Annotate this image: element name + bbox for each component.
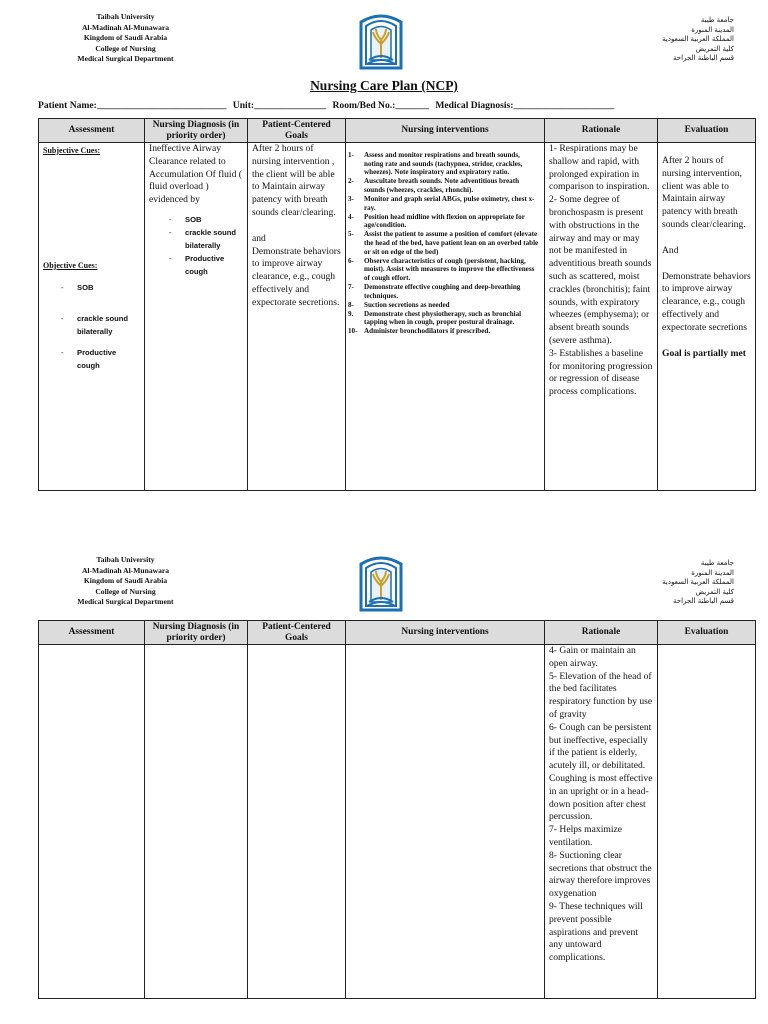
evaluation-result: Goal is partially met (662, 347, 746, 359)
diagnosis-cues-list (149, 213, 243, 278)
header-line: Kingdom of Saudi Arabia (83, 33, 168, 42)
list-item: 7- Demonstrate effective coughing and deep-breathing techniques. (348, 282, 521, 300)
objective-cues-list (43, 281, 140, 372)
goals-cell (248, 645, 346, 999)
evaluation-cell (658, 143, 756, 491)
header-line-ar: المملكة العربية السعودية (662, 35, 734, 43)
col-evaluation: Evaluation (658, 119, 756, 143)
col-evaluation: Evaluation (658, 621, 756, 645)
diagnosis-text: Ineffective Airway Clearance related to Accumulation Of fluid ( fluid overload ) evidenced by (149, 143, 242, 206)
university-header-ar (614, 16, 734, 64)
col-assessment: Assessment (39, 621, 145, 645)
col-rationale: Rationale (545, 119, 658, 143)
evaluation-cell (658, 645, 756, 999)
rationale-item: 2- Some degree of bronchospasm is present with obstructions in the airway and may or may not be manifested in adventitious breath sounds such as scattered, moist crackles (bronchitis); faint sounds, with expiratory wheezes (emphysema); or absent breath sounds (severe asthma). (549, 194, 652, 346)
page-title: Nursing Care Plan (NCP) (310, 78, 458, 93)
header-line: Taibah University (96, 12, 155, 21)
diagnosis-cell (145, 143, 248, 491)
rationale-item: 8- Suctioning clear secretions that obstruct the airway therefore improves oxygenation (549, 849, 652, 900)
unit-field[interactable]: Unit:_______________ (232, 100, 327, 111)
university-crest-icon (355, 552, 407, 614)
list-item: - crackle sound bilaterally (149, 226, 243, 252)
university-header-ar (614, 559, 734, 607)
goals-cell (248, 143, 346, 491)
header-line-ar: جامعة طيبة (700, 16, 734, 24)
header-line-ar: المدينة المنورة (691, 568, 734, 577)
university-header-en (58, 555, 193, 608)
rationale-cell (545, 143, 658, 491)
rationale-item: 5- Elevation of the head of the bed facilitates respiratory function by use of gravity (549, 670, 653, 720)
list-item: 10- Administer bronchodilators if prescribed. (348, 327, 491, 336)
rationale-item: 3- Establishes a baseline for monitoring progression or regression of disease process complications. (549, 347, 653, 398)
care-plan-table-continued (38, 620, 756, 999)
col-diagnosis: Nursing Diagnosis (in priority order) (145, 621, 248, 645)
col-assessment: Assessment (39, 119, 145, 143)
goal-part-1: After 2 hours of nursing intervention , the client will be able to Maintain airway patency with breath sounds clear/clearing. (252, 143, 336, 218)
evaluation-part-2: Demonstrate behaviors to improve airway clearance, e.g., cough effectively and expectorate secretions (662, 270, 751, 333)
evaluation-and: And (662, 244, 679, 256)
list-item: 4- Position head midline with flexion on appropriate for age/condition. (348, 212, 525, 230)
assessment-cell (39, 143, 145, 491)
care-plan-table (38, 118, 756, 491)
list-item: - Productive cough (43, 346, 125, 372)
list-item: - crackle sound bilaterally (43, 312, 137, 338)
university-header-en (58, 12, 193, 65)
list-item: - SOB (149, 213, 243, 226)
university-crest-icon (355, 10, 407, 72)
header-line: College of Nursing (95, 43, 156, 53)
interventions-cell (346, 645, 545, 999)
col-rationale: Rationale (545, 621, 658, 645)
ncp-page-1 (0, 0, 768, 500)
list-item: - SOB (43, 281, 140, 294)
header-line-ar: المدينة المنورة (691, 25, 734, 34)
subjective-cues-heading: Subjective Cues: (43, 146, 101, 155)
list-item: 8- Suction secretions as needed (348, 300, 450, 309)
list-item: 3- Monitor and graph serial ABGs, pulse oximetry, chest x-ray. (348, 194, 535, 212)
col-interventions: Nursing interventions (346, 119, 545, 143)
diagnosis-cell (145, 645, 248, 999)
rationale-item: 4- Gain or maintain an open airway. (549, 645, 636, 669)
rationale-item: 1- Respirations may be shallow and rapid, with prolonged expiration in comparison to inspiration. (549, 143, 650, 193)
col-goals: Patient-Centered Goals (248, 621, 346, 645)
goal-part-2: Demonstrate behaviors to improve airway clearance, e.g., cough effectively and expectorate secretions. (252, 245, 341, 308)
rationale-item: 9- These techniques will prevent possible aspirations and prevent any untoward complications. (549, 900, 643, 964)
ncp-page-2 (0, 552, 768, 1024)
col-interventions: Nursing interventions (346, 621, 545, 645)
header-line: College of Nursing (95, 586, 156, 596)
header-line-ar: كلية التمريض (695, 44, 734, 53)
list-item: 6- Observe characteristics of cough (persistent, hacking, moist). Assist with measures to improve the effectiveness of cough effort. (348, 256, 535, 282)
evaluation-part-1: After 2 hours of nursing intervention, client was able to Maintain airway patency with breath sounds clear/clearing. (662, 155, 746, 230)
interventions-list (350, 151, 540, 336)
list-item: 9. Demonstrate chest physiotherapy, such as bronchial tapping when in cough, proper postural drainage. (348, 309, 522, 327)
room-bed-field[interactable]: Room/Bed No.:_______ (332, 100, 429, 111)
header-line: Al-Madinah Al-Munawara (81, 22, 170, 32)
rationale-item: 7- Helps maximize ventilation. (549, 824, 622, 848)
list-item: 1- Assess and monitor respirations and breath sounds, noting rate and sounds (tachypnea, stridor, crackles, wheezes). Note inspiratory and expiratory ratio. (348, 151, 523, 177)
col-goals: Patient-Centered Goals (248, 119, 346, 143)
list-item: 5- Assist the patient to assume a position of comfort (elevate the head of the bed, have patient lean on an overbed table or sit on edge of the bed) (348, 230, 539, 256)
header-line: Medical Surgical Department (77, 597, 174, 606)
rationale-item: 6- Cough can be persistent but ineffective, especially if the patient is elderly, acutely ill, or debilitated. Coughing is most effective in an upright or in a head-down position after chest percussion. (549, 721, 653, 823)
goal-and: and (252, 232, 266, 244)
header-line-ar: المملكة العربية السعودية (662, 578, 734, 586)
list-item: 2- Auscultate breath sounds. Note adventitious breath sounds (wheezes, crackles, rhonchi). (348, 177, 520, 194)
interventions-cell (346, 143, 545, 491)
objective-cues-heading: Objective Cues: (43, 260, 98, 270)
patient-name-field[interactable]: Patient Name:___________________________ (38, 100, 227, 111)
list-item: - Productive cough (149, 252, 243, 278)
header-line: Medical Surgical Department (77, 54, 174, 63)
header-line-ar: كلية التمريض (695, 587, 734, 596)
rationale-cell (545, 645, 658, 999)
patient-info-line (38, 100, 758, 111)
header-line-ar: قسم الباطنة الجراحة (673, 597, 734, 605)
col-diagnosis: Nursing Diagnosis (in priority order) (145, 119, 248, 143)
header-line-ar: جامعة طيبة (700, 559, 734, 567)
header-line: Kingdom of Saudi Arabia (83, 576, 168, 585)
assessment-cell (39, 645, 145, 999)
header-line: Al-Madinah Al-Munawara (81, 565, 170, 575)
header-line-ar: قسم الباطنة الجراحة (673, 54, 734, 62)
medical-diagnosis-field[interactable]: Medical Diagnosis:_____________________ (435, 100, 615, 111)
header-line: Taibah University (96, 555, 155, 564)
